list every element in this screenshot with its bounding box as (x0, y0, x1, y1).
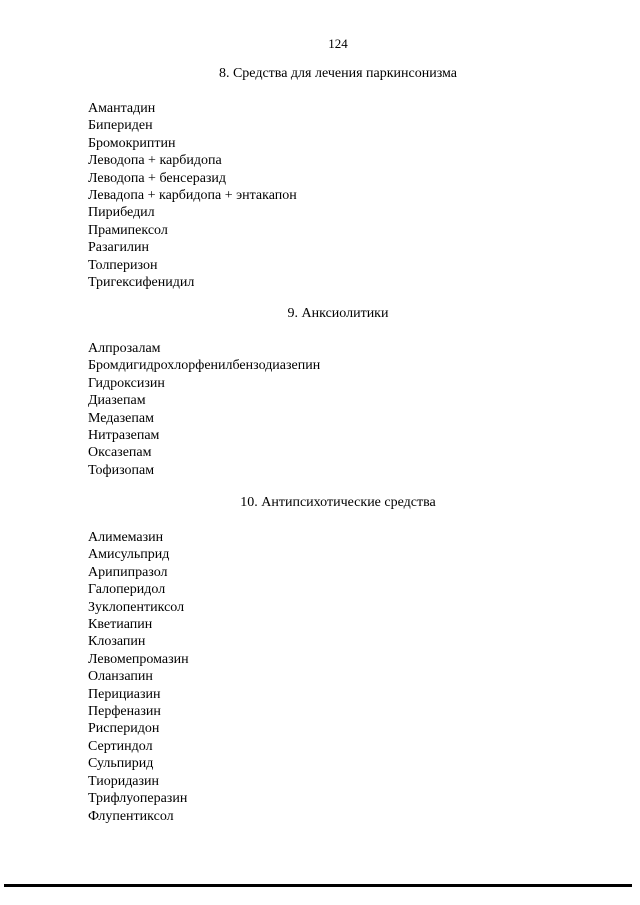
list-item: Пирибедил (88, 205, 155, 221)
list-item: Оланзапин (88, 669, 153, 685)
list-item: Амантадин (88, 101, 156, 116)
section-title-antipsychotics: 10. Антипсихотические средства (240, 495, 436, 510)
list-item: Медазепам (88, 410, 154, 426)
page-number: 124 (328, 36, 348, 51)
list-item: Кветиапин (88, 617, 153, 633)
list-item: Тригексифенидил (88, 275, 195, 291)
list-item: Зуклопентиксол (88, 599, 185, 615)
list-item: Флупентиксол (88, 808, 174, 824)
list-item: Гидроксизин (88, 375, 165, 391)
section-title-anxiolytics: 9. Анксиолитики (287, 306, 389, 321)
list-item: Перициазин (88, 686, 161, 702)
list-item: Тиоридазин (88, 773, 160, 789)
footer-rule (4, 884, 632, 887)
list-item: Алимемазин (88, 530, 164, 545)
list-item: Левадопа + карбидопа + энтакапон (88, 188, 297, 204)
list-item: Рисперидон (88, 721, 160, 737)
list-item: Диазепам (88, 393, 146, 409)
section-title-parkinsonism: 8. Средства для лечения паркинсонизма (218, 66, 458, 81)
list-item: Перфеназин (88, 704, 161, 720)
drug-list-parkinsonism (88, 100, 297, 291)
list-item: Бромокриптин (88, 135, 176, 151)
list-item: Леводопа + карбидопа (88, 153, 222, 169)
list-item: Толперизон (88, 257, 158, 273)
list-item: Разагилин (88, 240, 149, 256)
list-item: Клозапин (88, 634, 146, 650)
list-item: Оксазепам (88, 445, 152, 461)
list-item: Сертиндол (88, 738, 153, 754)
list-item: Галоперидол (88, 582, 166, 598)
drug-list-antipsychotics (88, 529, 189, 825)
drug-list-anxiolytics (88, 340, 320, 479)
list-item: Прамипексол (88, 222, 168, 238)
list-item: Нитразепам (88, 428, 160, 444)
list-item: Левомепромазин (88, 651, 189, 667)
list-item: Леводопа + бенсеразид (88, 170, 227, 186)
list-item: Тофизопам (88, 462, 155, 478)
list-item: Алпрозалам (88, 341, 161, 356)
list-item: Амисульприд (88, 547, 170, 563)
list-item: Трифлуоперазин (88, 791, 188, 807)
list-item: Бромдигидрохлорфенилбензодиазепин (88, 358, 321, 374)
list-item: Сульпирид (88, 756, 154, 772)
list-item: Арипипразол (88, 564, 168, 580)
list-item: Бипериден (88, 118, 153, 134)
